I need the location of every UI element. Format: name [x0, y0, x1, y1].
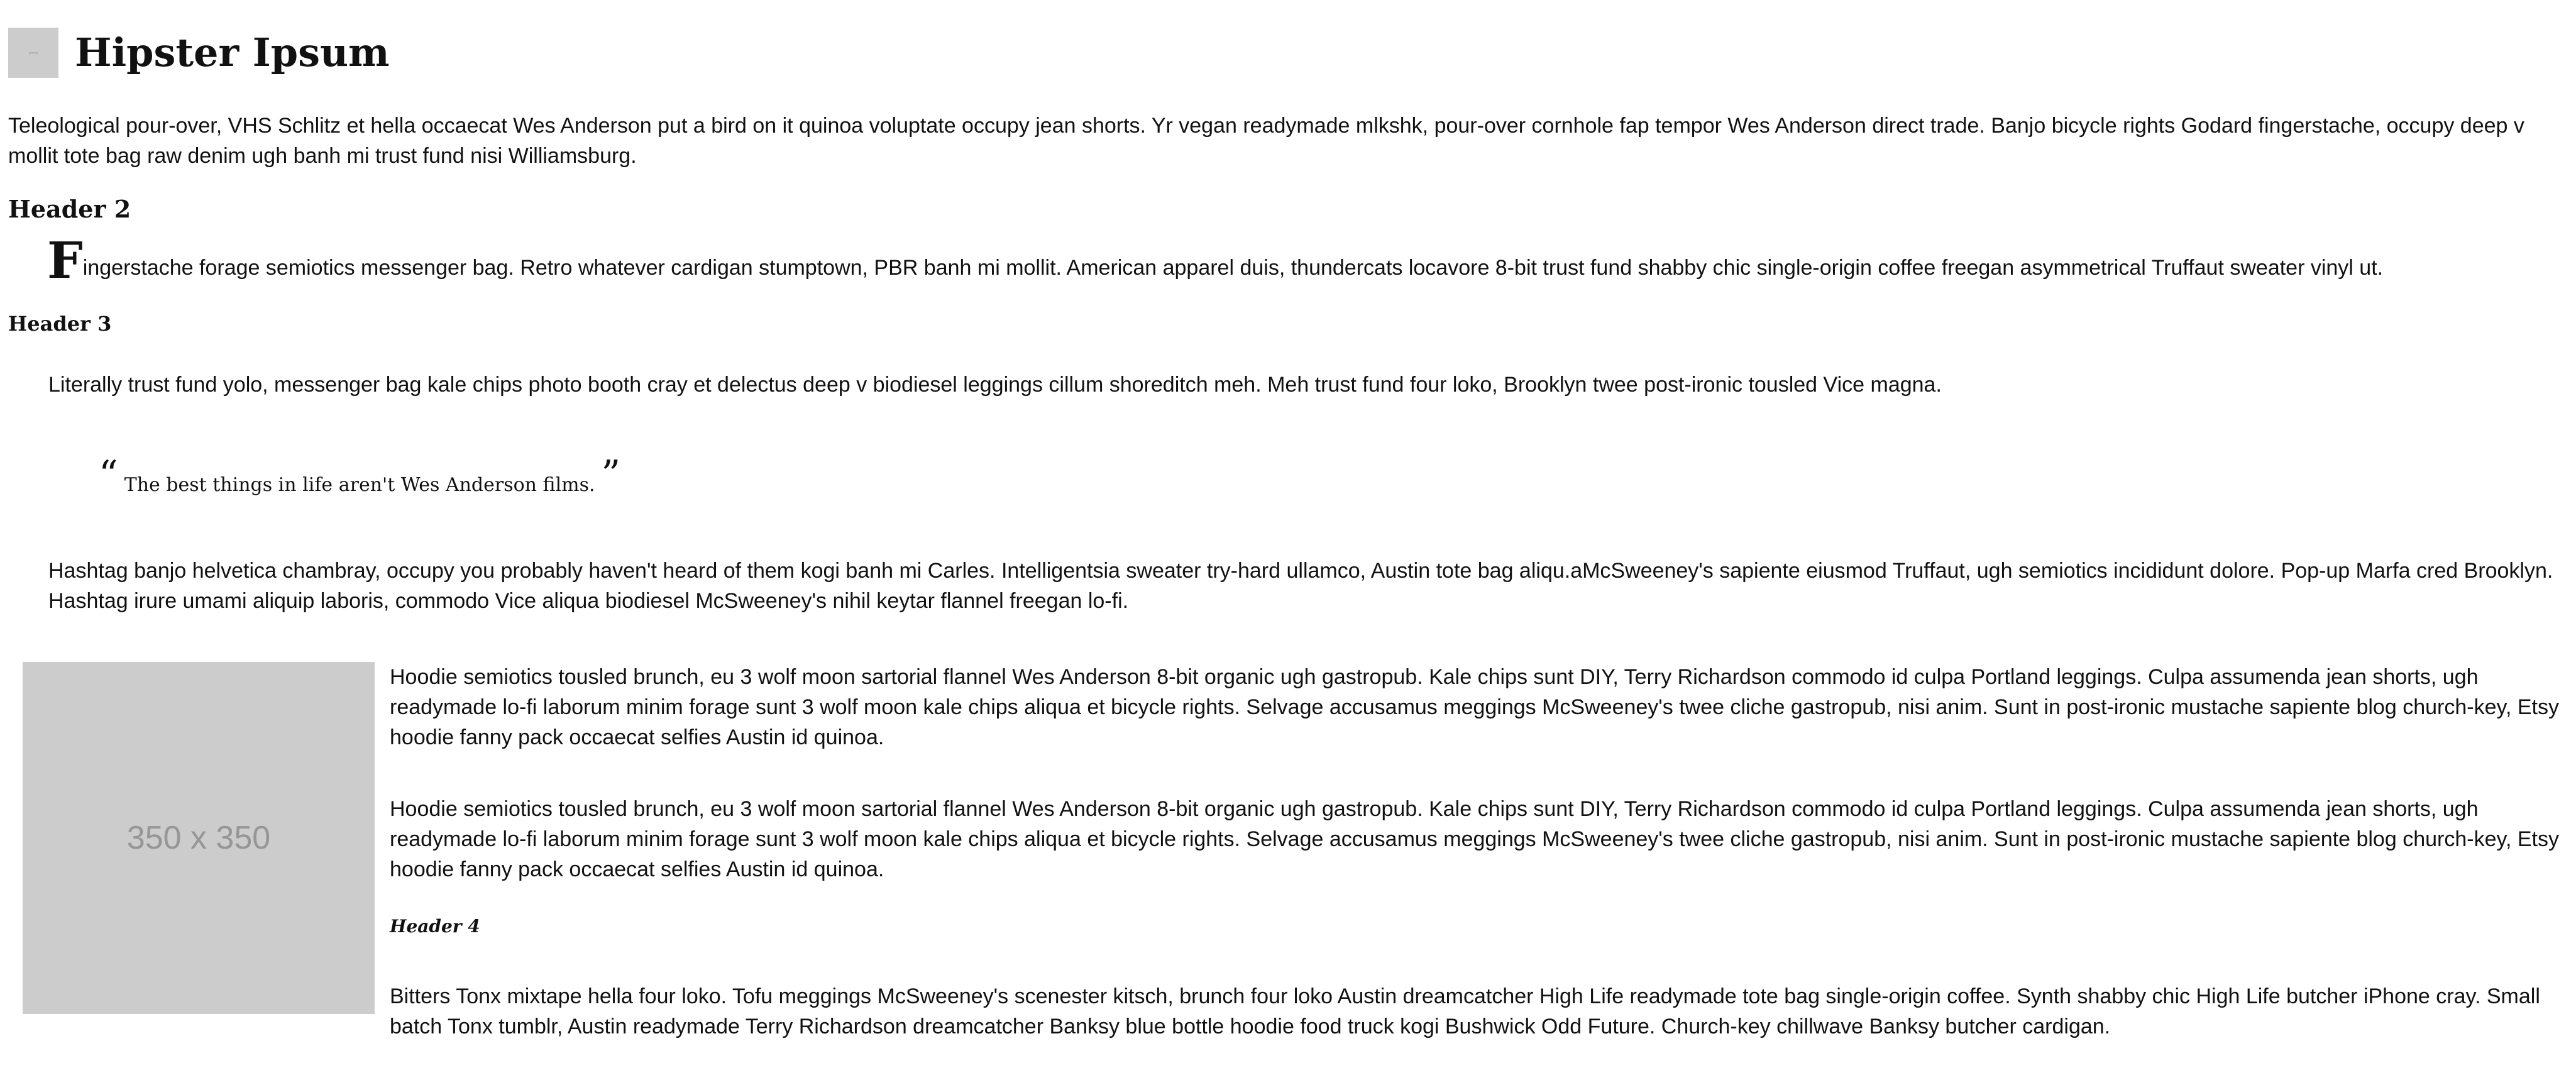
header-2: Header 2: [8, 195, 131, 223]
blockquote-text: The best things in life aren't Wes Anderson films.: [124, 474, 595, 496]
blockquote: [99, 453, 621, 501]
dropcap-text: ingerstache forage semiotics messenger bag. Retro whatever cardigan stumptown, PBR banh mi mollit. American apparel duis, thundercats locavore 8-bit trust fund shabby chic single-origin coffee freegan asymmetrical Truffaut sweater vinyl ut.: [82, 256, 2384, 280]
page-title: Hipster Ipsum: [75, 30, 390, 75]
dropcap-letter: F: [47, 231, 83, 290]
title-row: [8, 28, 390, 78]
logo-placeholder: [8, 28, 58, 78]
logo-arrow-icon: ⟺: [28, 49, 38, 57]
open-quote-mark: “: [99, 453, 118, 497]
paragraph-4: Hashtag banjo helvetica chambray, occupy you probably haven't heard of them kogi banh mi Carles. Intelligentsia sweater try-hard ullamco, Austin tote bag aliqu.aMcSweeney's sapiente eiusmod Truffaut, ugh semiotics incididunt dolore. Pop-up Marfa cred Brooklyn. Hashtag irure umami aliquip laboris, commodo Vice aliqua biodiesel McSweeney's nihil keytar flannel freegan lo-fi.: [48, 559, 2553, 613]
close-quote-mark: ”: [601, 453, 621, 497]
paragraph-3: Literally trust fund yolo, messenger bag kale chips photo booth cray et delectus deep v biodiesel leggings cillum shoreditch meh. Meh trust fund four loko, Brooklyn twee post-ironic tousled Vice magna.: [48, 373, 1942, 397]
image-placeholder-label: 350 x 350: [126, 820, 271, 856]
dropcap-paragraph: [47, 231, 2555, 290]
media-paragraph-1: Hoodie semiotics tousled brunch, eu 3 wolf moon sartorial flannel Wes Anderson 8-bit organic ugh gastropub. Kale chips sunt DIY, Terry Richardson commodo id culpa Portland leggings. Culpa assumenda jean shorts, ugh readymade lo-fi laborum minim forage sunt 3 wolf moon kale chips aliqua et bicycle rights. Selvage accusamus meggings McSweeney's twee cliche gastropub, nisi anim. Sunt in post-ironic mustache sapiente blog church-key, Etsy hoodie fanny pack occaecat selfies Austin id quinoa.: [390, 665, 2559, 749]
media-paragraph-2: Hoodie semiotics tousled brunch, eu 3 wolf moon sartorial flannel Wes Anderson 8-bit organic ugh gastropub. Kale chips sunt DIY, Terry Richardson commodo id culpa Portland leggings. Culpa assumenda jean shorts, ugh readymade lo-fi laborum minim forage sunt 3 wolf moon kale chips aliqua et bicycle rights. Selvage accusamus meggings McSweeney's twee cliche gastropub, nisi anim. Sunt in post-ironic mustache sapiente blog church-key, Etsy hoodie fanny pack occaecat selfies Austin id quinoa.: [390, 797, 2559, 881]
intro-paragraph: Teleological pour-over, VHS Schlitz et hella occaecat Wes Anderson put a bird on it quinoa voluptate occupy jean shorts. Yr vegan readymade mlkshk, pour-over cornhole fap tempor Wes Anderson direct trade. Banjo bicycle rights Godard fingerstache, occupy deep v mollit tote bag raw denim ugh banh mi trust fund nisi Williamsburg.: [8, 114, 2524, 168]
header-4: Header 4: [390, 916, 480, 937]
image-placeholder: [23, 662, 375, 1014]
header-3: Header 3: [8, 312, 112, 336]
media-paragraph-3: Bitters Tonx mixtape hella four loko. Tofu meggings McSweeney's scenester kitsch, brunch four loko Austin dreamcatcher High Life readymade tote bag single-origin coffee. Synth shabby chic High Life butcher iPhone cray. Small batch Tonx tumblr, Austin readymade Terry Richardson dreamcatcher Banksy blue bottle hoodie food truck kogi Bushwick Odd Future. Church-key chillwave Banksy butcher cardigan.: [390, 984, 2540, 1038]
